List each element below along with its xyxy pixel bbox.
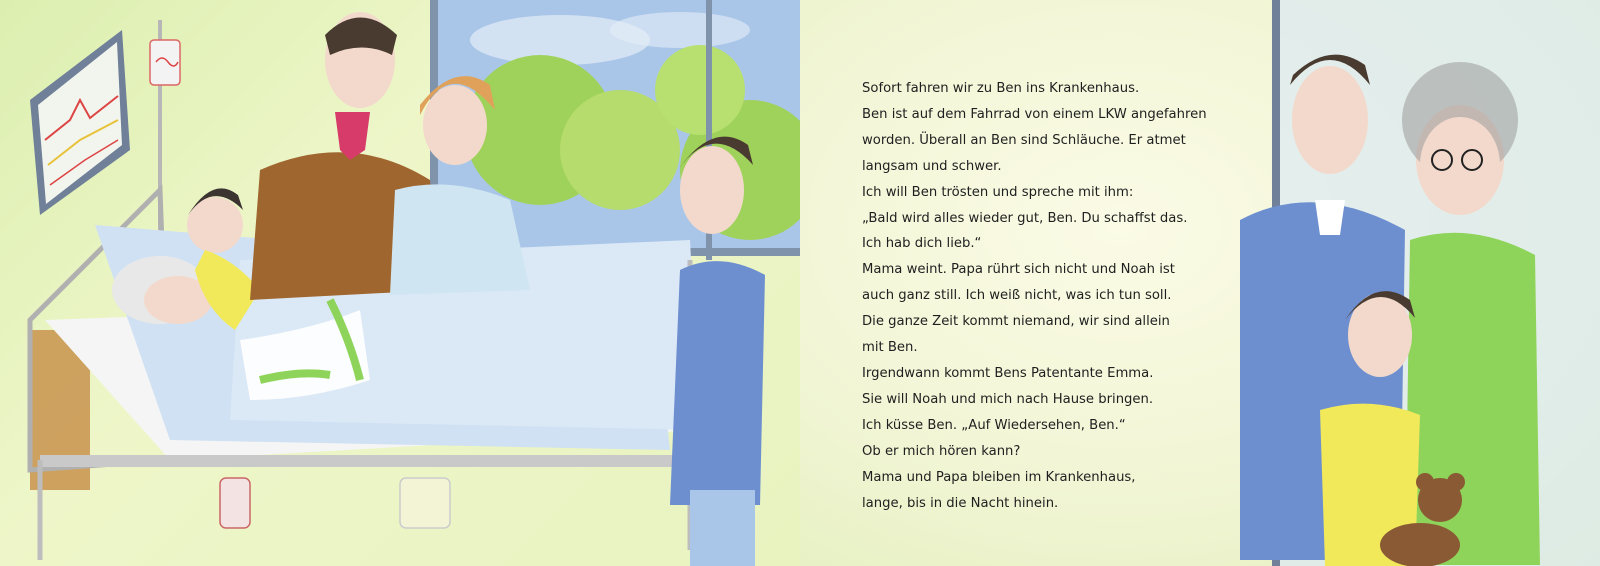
heart-monitor-icon [30,30,130,215]
story-line: langsam und schwer. [862,158,1002,174]
story-line: Ob er mich hören kann? [862,443,1021,459]
story-line: Ich will Ben trösten und spreche mit ihm: [862,184,1134,200]
story-line: Irgendwann kommt Bens Patentante Emma. [862,365,1154,381]
story-text [862,76,1282,516]
story-line: Ich hab dich lieb.“ [862,236,982,252]
story-line: Mama und Papa bleiben im Krankenhaus, [862,469,1136,485]
story-line: Mama weint. Papa rührt sich nicht und Noah ist [862,262,1175,278]
story-line: mit Ben. [862,340,918,356]
story-line: lange, bis in die Nacht hinein. [862,495,1059,511]
story-line: Sie will Noah und mich nach Hause bringen. [862,391,1154,407]
story-line: worden. Überall an Ben sind Schläuche. Er atmet [862,132,1186,148]
story-line: auch ganz still. Ich weiß nicht, was ich tun soll. [862,288,1172,304]
story-line: Sofort fahren wir zu Ben ins Krankenhaus. [862,81,1140,96]
story-line: Ben ist auf dem Fahrrad von einem LKW angefahren [862,106,1207,122]
story-line: Die ganze Zeit kommt niemand, wir sind allein [862,314,1170,330]
drainage-bags [220,478,450,528]
story-line: „Bald wird alles wieder gut, Ben. Du schaffst das. [862,210,1188,226]
story-line: Ich küsse Ben. „Auf Wiedersehen, Ben.“ [862,417,1126,433]
